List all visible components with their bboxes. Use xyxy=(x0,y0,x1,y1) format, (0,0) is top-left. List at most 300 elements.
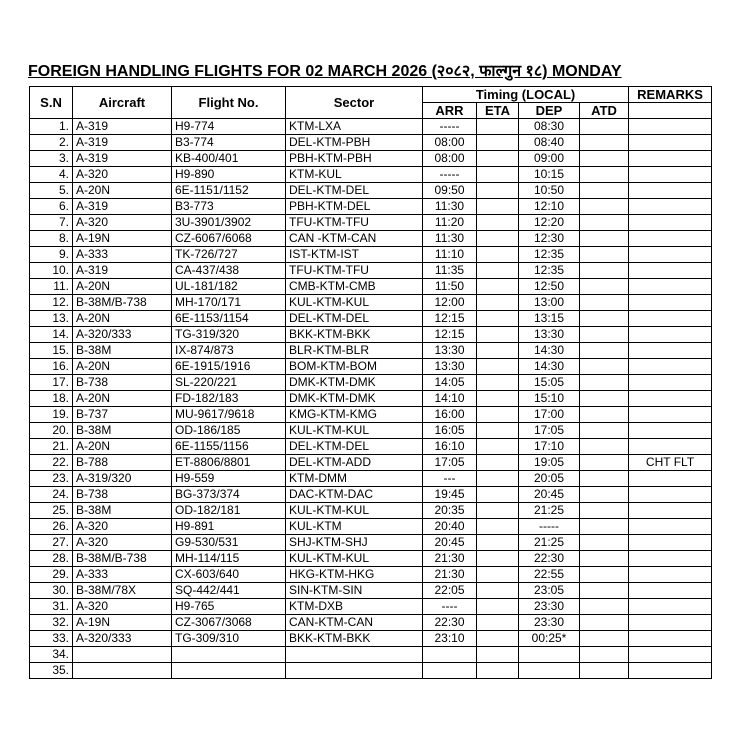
table-row xyxy=(30,327,712,343)
cell-aircraft: A-20N xyxy=(73,359,172,375)
cell-arr: 11:30 xyxy=(423,231,477,247)
cell-remarks xyxy=(629,583,712,599)
cell-aircraft: B-38M xyxy=(73,503,172,519)
table-row xyxy=(30,119,712,135)
cell-flight-no: G9-530/531 xyxy=(172,535,286,551)
cell-dep: 23:05 xyxy=(519,583,580,599)
cell-sector: KUL-KTM-KUL xyxy=(286,423,423,439)
cell-remarks xyxy=(629,503,712,519)
cell-sn: 15. xyxy=(30,343,73,359)
cell-sector: TFU-KTM-TFU xyxy=(286,215,423,231)
cell-dep: 17:10 xyxy=(519,439,580,455)
cell-sn: 28. xyxy=(30,551,73,567)
cell-eta xyxy=(477,375,519,391)
cell-aircraft: A-320/333 xyxy=(73,631,172,647)
cell-dep: 21:25 xyxy=(519,535,580,551)
cell-eta xyxy=(477,407,519,423)
cell-atd xyxy=(580,167,629,183)
cell-arr: 09:50 xyxy=(423,183,477,199)
table-row xyxy=(30,423,712,439)
cell-atd xyxy=(580,503,629,519)
cell-sn: 23. xyxy=(30,471,73,487)
cell-aircraft: A-319 xyxy=(73,151,172,167)
cell-atd xyxy=(580,151,629,167)
cell-arr xyxy=(423,663,477,679)
cell-sector: KTM-DXB xyxy=(286,599,423,615)
cell-dep: 20:45 xyxy=(519,487,580,503)
cell-flight-no: 6E-1915/1916 xyxy=(172,359,286,375)
table-row xyxy=(30,519,712,535)
table-row xyxy=(30,583,712,599)
cell-eta xyxy=(477,119,519,135)
cell-atd xyxy=(580,375,629,391)
cell-remarks xyxy=(629,263,712,279)
cell-dep: 14:30 xyxy=(519,359,580,375)
cell-atd xyxy=(580,487,629,503)
table-row xyxy=(30,375,712,391)
cell-atd xyxy=(580,135,629,151)
cell-arr: 13:30 xyxy=(423,343,477,359)
cell-remarks xyxy=(629,151,712,167)
table-row xyxy=(30,391,712,407)
cell-arr: 23:10 xyxy=(423,631,477,647)
cell-sector: KTM-DMM xyxy=(286,471,423,487)
cell-eta xyxy=(477,359,519,375)
cell-dep: 20:05 xyxy=(519,471,580,487)
cell-atd xyxy=(580,311,629,327)
cell-sector: KUL-KTM xyxy=(286,519,423,535)
cell-eta xyxy=(477,567,519,583)
cell-aircraft: A-319 xyxy=(73,263,172,279)
table-row xyxy=(30,359,712,375)
table-row xyxy=(30,215,712,231)
cell-eta xyxy=(477,311,519,327)
cell-atd xyxy=(580,215,629,231)
cell-atd xyxy=(580,439,629,455)
cell-arr: 22:05 xyxy=(423,583,477,599)
table-row xyxy=(30,311,712,327)
cell-sector: CAN-KTM-CAN xyxy=(286,615,423,631)
table-row xyxy=(30,279,712,295)
cell-aircraft: A-319/320 xyxy=(73,471,172,487)
cell-arr: 12:00 xyxy=(423,295,477,311)
cell-remarks xyxy=(629,487,712,503)
cell-atd xyxy=(580,423,629,439)
cell-eta xyxy=(477,263,519,279)
cell-arr: 21:30 xyxy=(423,567,477,583)
cell-sn: 20. xyxy=(30,423,73,439)
cell-arr: --- xyxy=(423,471,477,487)
cell-flight-no: ET-8806/8801 xyxy=(172,455,286,471)
cell-aircraft: A-333 xyxy=(73,567,172,583)
cell-flight-no: H9-559 xyxy=(172,471,286,487)
cell-sector: KTM-KUL xyxy=(286,167,423,183)
cell-arr: 11:35 xyxy=(423,263,477,279)
cell-sn: 33. xyxy=(30,631,73,647)
cell-remarks xyxy=(629,471,712,487)
cell-sn: 25. xyxy=(30,503,73,519)
cell-remarks xyxy=(629,327,712,343)
cell-eta xyxy=(477,215,519,231)
cell-flight-no xyxy=(172,647,286,663)
cell-remarks xyxy=(629,519,712,535)
cell-remarks xyxy=(629,423,712,439)
cell-dep: 10:15 xyxy=(519,167,580,183)
table-row xyxy=(30,663,712,679)
cell-sector: IST-KTM-IST xyxy=(286,247,423,263)
table-row xyxy=(30,503,712,519)
cell-aircraft: A-320 xyxy=(73,519,172,535)
table-row xyxy=(30,231,712,247)
cell-sn: 21. xyxy=(30,439,73,455)
table-row xyxy=(30,471,712,487)
cell-sector: BLR-KTM-BLR xyxy=(286,343,423,359)
cell-eta xyxy=(477,503,519,519)
cell-eta xyxy=(477,295,519,311)
cell-remarks xyxy=(629,215,712,231)
cell-dep: 12:30 xyxy=(519,231,580,247)
cell-aircraft: A-320/333 xyxy=(73,327,172,343)
cell-eta xyxy=(477,151,519,167)
cell-sn: 10. xyxy=(30,263,73,279)
table-row xyxy=(30,199,712,215)
cell-dep: 09:00 xyxy=(519,151,580,167)
cell-arr: 21:30 xyxy=(423,551,477,567)
table-body xyxy=(30,119,712,679)
cell-remarks xyxy=(629,295,712,311)
cell-arr: 17:05 xyxy=(423,455,477,471)
cell-aircraft xyxy=(73,663,172,679)
cell-sector: DMK-KTM-DMK xyxy=(286,391,423,407)
cell-aircraft: A-333 xyxy=(73,247,172,263)
cell-aircraft: B-788 xyxy=(73,455,172,471)
cell-remarks xyxy=(629,343,712,359)
page-title: FOREIGN HANDLING FLIGHTS FOR 02 MARCH 2026 (२०८२, फाल्गुन १८) MONDAY xyxy=(28,63,622,80)
cell-aircraft: A-319 xyxy=(73,119,172,135)
cell-arr: 16:00 xyxy=(423,407,477,423)
cell-flight-no: 6E-1153/1154 xyxy=(172,311,286,327)
table-row xyxy=(30,615,712,631)
cell-aircraft: B-738 xyxy=(73,487,172,503)
cell-arr: 20:45 xyxy=(423,535,477,551)
cell-arr xyxy=(423,647,477,663)
table-row xyxy=(30,151,712,167)
cell-sector: KMG-KTM-KMG xyxy=(286,407,423,423)
cell-sn: 3. xyxy=(30,151,73,167)
cell-atd xyxy=(580,567,629,583)
cell-atd xyxy=(580,535,629,551)
cell-arr: 16:10 xyxy=(423,439,477,455)
cell-atd xyxy=(580,455,629,471)
cell-sn: 22. xyxy=(30,455,73,471)
cell-sector: CAN -KTM-CAN xyxy=(286,231,423,247)
cell-remarks xyxy=(629,647,712,663)
cell-arr: 11:10 xyxy=(423,247,477,263)
cell-sector: DEL-KTM-DEL xyxy=(286,311,423,327)
cell-dep: ----- xyxy=(519,519,580,535)
cell-sector: CMB-KTM-CMB xyxy=(286,279,423,295)
cell-eta xyxy=(477,167,519,183)
cell-sector: HKG-KTM-HKG xyxy=(286,567,423,583)
cell-eta xyxy=(477,391,519,407)
cell-arr: ---- xyxy=(423,599,477,615)
cell-dep: 13:30 xyxy=(519,327,580,343)
cell-sector: KUL-KTM-KUL xyxy=(286,503,423,519)
cell-flight-no: 3U-3901/3902 xyxy=(172,215,286,231)
cell-sector: DEL-KTM-DEL xyxy=(286,183,423,199)
cell-remarks xyxy=(629,407,712,423)
cell-sector xyxy=(286,663,423,679)
cell-aircraft: A-320 xyxy=(73,167,172,183)
table-row xyxy=(30,183,712,199)
cell-arr: 11:50 xyxy=(423,279,477,295)
cell-atd xyxy=(580,183,629,199)
header-sn: S.N xyxy=(30,87,73,119)
cell-aircraft: A-320 xyxy=(73,215,172,231)
cell-eta xyxy=(477,247,519,263)
cell-dep: 12:50 xyxy=(519,279,580,295)
table-row xyxy=(30,631,712,647)
cell-remarks xyxy=(629,247,712,263)
cell-sn: 14. xyxy=(30,327,73,343)
cell-flight-no: 6E-1151/1152 xyxy=(172,183,286,199)
cell-aircraft: B-738 xyxy=(73,375,172,391)
cell-eta xyxy=(477,423,519,439)
cell-arr: 12:15 xyxy=(423,311,477,327)
cell-remarks xyxy=(629,631,712,647)
cell-remarks xyxy=(629,279,712,295)
header-arr: ARR xyxy=(423,103,477,119)
table-row xyxy=(30,487,712,503)
cell-aircraft: A-319 xyxy=(73,199,172,215)
cell-sn: 5. xyxy=(30,183,73,199)
header-sector: Sector xyxy=(286,87,423,119)
cell-sn: 32. xyxy=(30,615,73,631)
flights-table xyxy=(29,86,712,679)
cell-remarks xyxy=(629,311,712,327)
cell-dep: 23:30 xyxy=(519,615,580,631)
cell-dep: 23:30 xyxy=(519,599,580,615)
cell-flight-no: MH-170/171 xyxy=(172,295,286,311)
cell-eta xyxy=(477,487,519,503)
cell-remarks xyxy=(629,599,712,615)
cell-dep: 00:25* xyxy=(519,631,580,647)
cell-sn: 29. xyxy=(30,567,73,583)
cell-dep: 22:30 xyxy=(519,551,580,567)
cell-remarks xyxy=(629,183,712,199)
cell-remarks xyxy=(629,375,712,391)
cell-atd xyxy=(580,231,629,247)
cell-sn: 1. xyxy=(30,119,73,135)
cell-arr: ----- xyxy=(423,119,477,135)
cell-dep: 19:05 xyxy=(519,455,580,471)
cell-eta xyxy=(477,599,519,615)
cell-atd xyxy=(580,407,629,423)
cell-atd xyxy=(580,615,629,631)
cell-eta xyxy=(477,615,519,631)
cell-sn: 6. xyxy=(30,199,73,215)
cell-dep: 17:05 xyxy=(519,423,580,439)
cell-sn: 31. xyxy=(30,599,73,615)
cell-flight-no: UL-181/182 xyxy=(172,279,286,295)
cell-flight-no: TG-309/310 xyxy=(172,631,286,647)
cell-dep: 21:25 xyxy=(519,503,580,519)
cell-arr: 16:05 xyxy=(423,423,477,439)
cell-sn: 17. xyxy=(30,375,73,391)
cell-sn: 2. xyxy=(30,135,73,151)
cell-arr: 22:30 xyxy=(423,615,477,631)
cell-sn: 11. xyxy=(30,279,73,295)
cell-arr: 20:40 xyxy=(423,519,477,535)
cell-atd xyxy=(580,119,629,135)
cell-dep: 12:10 xyxy=(519,199,580,215)
cell-sector: PBH-KTM-PBH xyxy=(286,151,423,167)
cell-dep: 17:00 xyxy=(519,407,580,423)
cell-flight-no: KB-400/401 xyxy=(172,151,286,167)
cell-eta xyxy=(477,471,519,487)
table-row xyxy=(30,263,712,279)
cell-sn: 9. xyxy=(30,247,73,263)
table-row xyxy=(30,343,712,359)
cell-arr: 19:45 xyxy=(423,487,477,503)
cell-flight-no: 6E-1155/1156 xyxy=(172,439,286,455)
cell-sector: DAC-KTM-DAC xyxy=(286,487,423,503)
cell-dep: 15:10 xyxy=(519,391,580,407)
table-row xyxy=(30,647,712,663)
cell-sn: 34. xyxy=(30,647,73,663)
cell-remarks xyxy=(629,551,712,567)
cell-flight-no: TG-319/320 xyxy=(172,327,286,343)
cell-arr: 08:00 xyxy=(423,135,477,151)
cell-aircraft: B-38M xyxy=(73,423,172,439)
cell-eta xyxy=(477,455,519,471)
cell-flight-no xyxy=(172,663,286,679)
cell-aircraft: B-38M xyxy=(73,343,172,359)
cell-eta xyxy=(477,583,519,599)
header-dep: DEP xyxy=(519,103,580,119)
cell-remarks: CHT FLT xyxy=(629,455,712,471)
cell-dep: 13:15 xyxy=(519,311,580,327)
cell-sector: DEL-KTM-DEL xyxy=(286,439,423,455)
cell-sn: 24. xyxy=(30,487,73,503)
cell-flight-no: FD-182/183 xyxy=(172,391,286,407)
cell-aircraft: A-320 xyxy=(73,535,172,551)
cell-remarks xyxy=(629,567,712,583)
cell-remarks xyxy=(629,439,712,455)
cell-atd xyxy=(580,551,629,567)
cell-sn: 30. xyxy=(30,583,73,599)
cell-sn: 26. xyxy=(30,519,73,535)
cell-flight-no: TK-726/727 xyxy=(172,247,286,263)
cell-sn: 35. xyxy=(30,663,73,679)
cell-aircraft: B-38M/78X xyxy=(73,583,172,599)
cell-sector: SHJ-KTM-SHJ xyxy=(286,535,423,551)
cell-eta xyxy=(477,551,519,567)
table-row xyxy=(30,247,712,263)
cell-atd xyxy=(580,471,629,487)
cell-flight-no: BG-373/374 xyxy=(172,487,286,503)
cell-sn: 4. xyxy=(30,167,73,183)
cell-dep: 12:35 xyxy=(519,263,580,279)
cell-sector: KTM-LXA xyxy=(286,119,423,135)
cell-aircraft: A-19N xyxy=(73,615,172,631)
cell-arr: 08:00 xyxy=(423,151,477,167)
cell-remarks xyxy=(629,167,712,183)
table-row xyxy=(30,567,712,583)
cell-sn: 19. xyxy=(30,407,73,423)
cell-sector: KUL-KTM-KUL xyxy=(286,551,423,567)
header-aircraft: Aircraft xyxy=(73,87,172,119)
cell-aircraft: A-20N xyxy=(73,311,172,327)
cell-dep: 08:30 xyxy=(519,119,580,135)
cell-eta xyxy=(477,135,519,151)
cell-aircraft: A-19N xyxy=(73,231,172,247)
cell-flight-no: CZ-3067/3068 xyxy=(172,615,286,631)
cell-flight-no: SL-220/221 xyxy=(172,375,286,391)
cell-atd xyxy=(580,327,629,343)
cell-arr: 11:20 xyxy=(423,215,477,231)
cell-dep: 10:50 xyxy=(519,183,580,199)
table-row xyxy=(30,599,712,615)
cell-flight-no: B3-774 xyxy=(172,135,286,151)
table-row xyxy=(30,535,712,551)
cell-arr: 11:30 xyxy=(423,199,477,215)
cell-flight-no: SQ-442/441 xyxy=(172,583,286,599)
cell-eta xyxy=(477,183,519,199)
cell-atd xyxy=(580,583,629,599)
cell-sn: 27. xyxy=(30,535,73,551)
cell-flight-no: MU-9617/9618 xyxy=(172,407,286,423)
cell-aircraft: A-20N xyxy=(73,439,172,455)
table-row xyxy=(30,167,712,183)
cell-eta xyxy=(477,519,519,535)
table-row xyxy=(30,295,712,311)
cell-remarks xyxy=(629,119,712,135)
cell-aircraft: A-320 xyxy=(73,599,172,615)
cell-dep: 14:30 xyxy=(519,343,580,359)
cell-atd xyxy=(580,599,629,615)
cell-flight-no: H9-765 xyxy=(172,599,286,615)
cell-sn: 12. xyxy=(30,295,73,311)
header-remarks-blank xyxy=(629,103,712,119)
cell-aircraft: A-20N xyxy=(73,279,172,295)
cell-flight-no: OD-182/181 xyxy=(172,503,286,519)
cell-sn: 13. xyxy=(30,311,73,327)
cell-flight-no: B3-773 xyxy=(172,199,286,215)
header-eta: ETA xyxy=(477,103,519,119)
cell-dep: 12:35 xyxy=(519,247,580,263)
cell-eta xyxy=(477,439,519,455)
table-row xyxy=(30,455,712,471)
cell-sector: KUL-KTM-KUL xyxy=(286,295,423,311)
cell-arr: 13:30 xyxy=(423,359,477,375)
cell-flight-no: H9-891 xyxy=(172,519,286,535)
cell-eta xyxy=(477,631,519,647)
cell-atd xyxy=(580,631,629,647)
cell-atd xyxy=(580,247,629,263)
cell-arr: 12:15 xyxy=(423,327,477,343)
cell-remarks xyxy=(629,535,712,551)
cell-aircraft xyxy=(73,647,172,663)
cell-flight-no: CX-603/640 xyxy=(172,567,286,583)
cell-eta xyxy=(477,663,519,679)
cell-atd xyxy=(580,391,629,407)
cell-eta xyxy=(477,535,519,551)
cell-sector: SIN-KTM-SIN xyxy=(286,583,423,599)
cell-flight-no: CZ-6067/6068 xyxy=(172,231,286,247)
cell-arr: ----- xyxy=(423,167,477,183)
cell-aircraft: B-737 xyxy=(73,407,172,423)
